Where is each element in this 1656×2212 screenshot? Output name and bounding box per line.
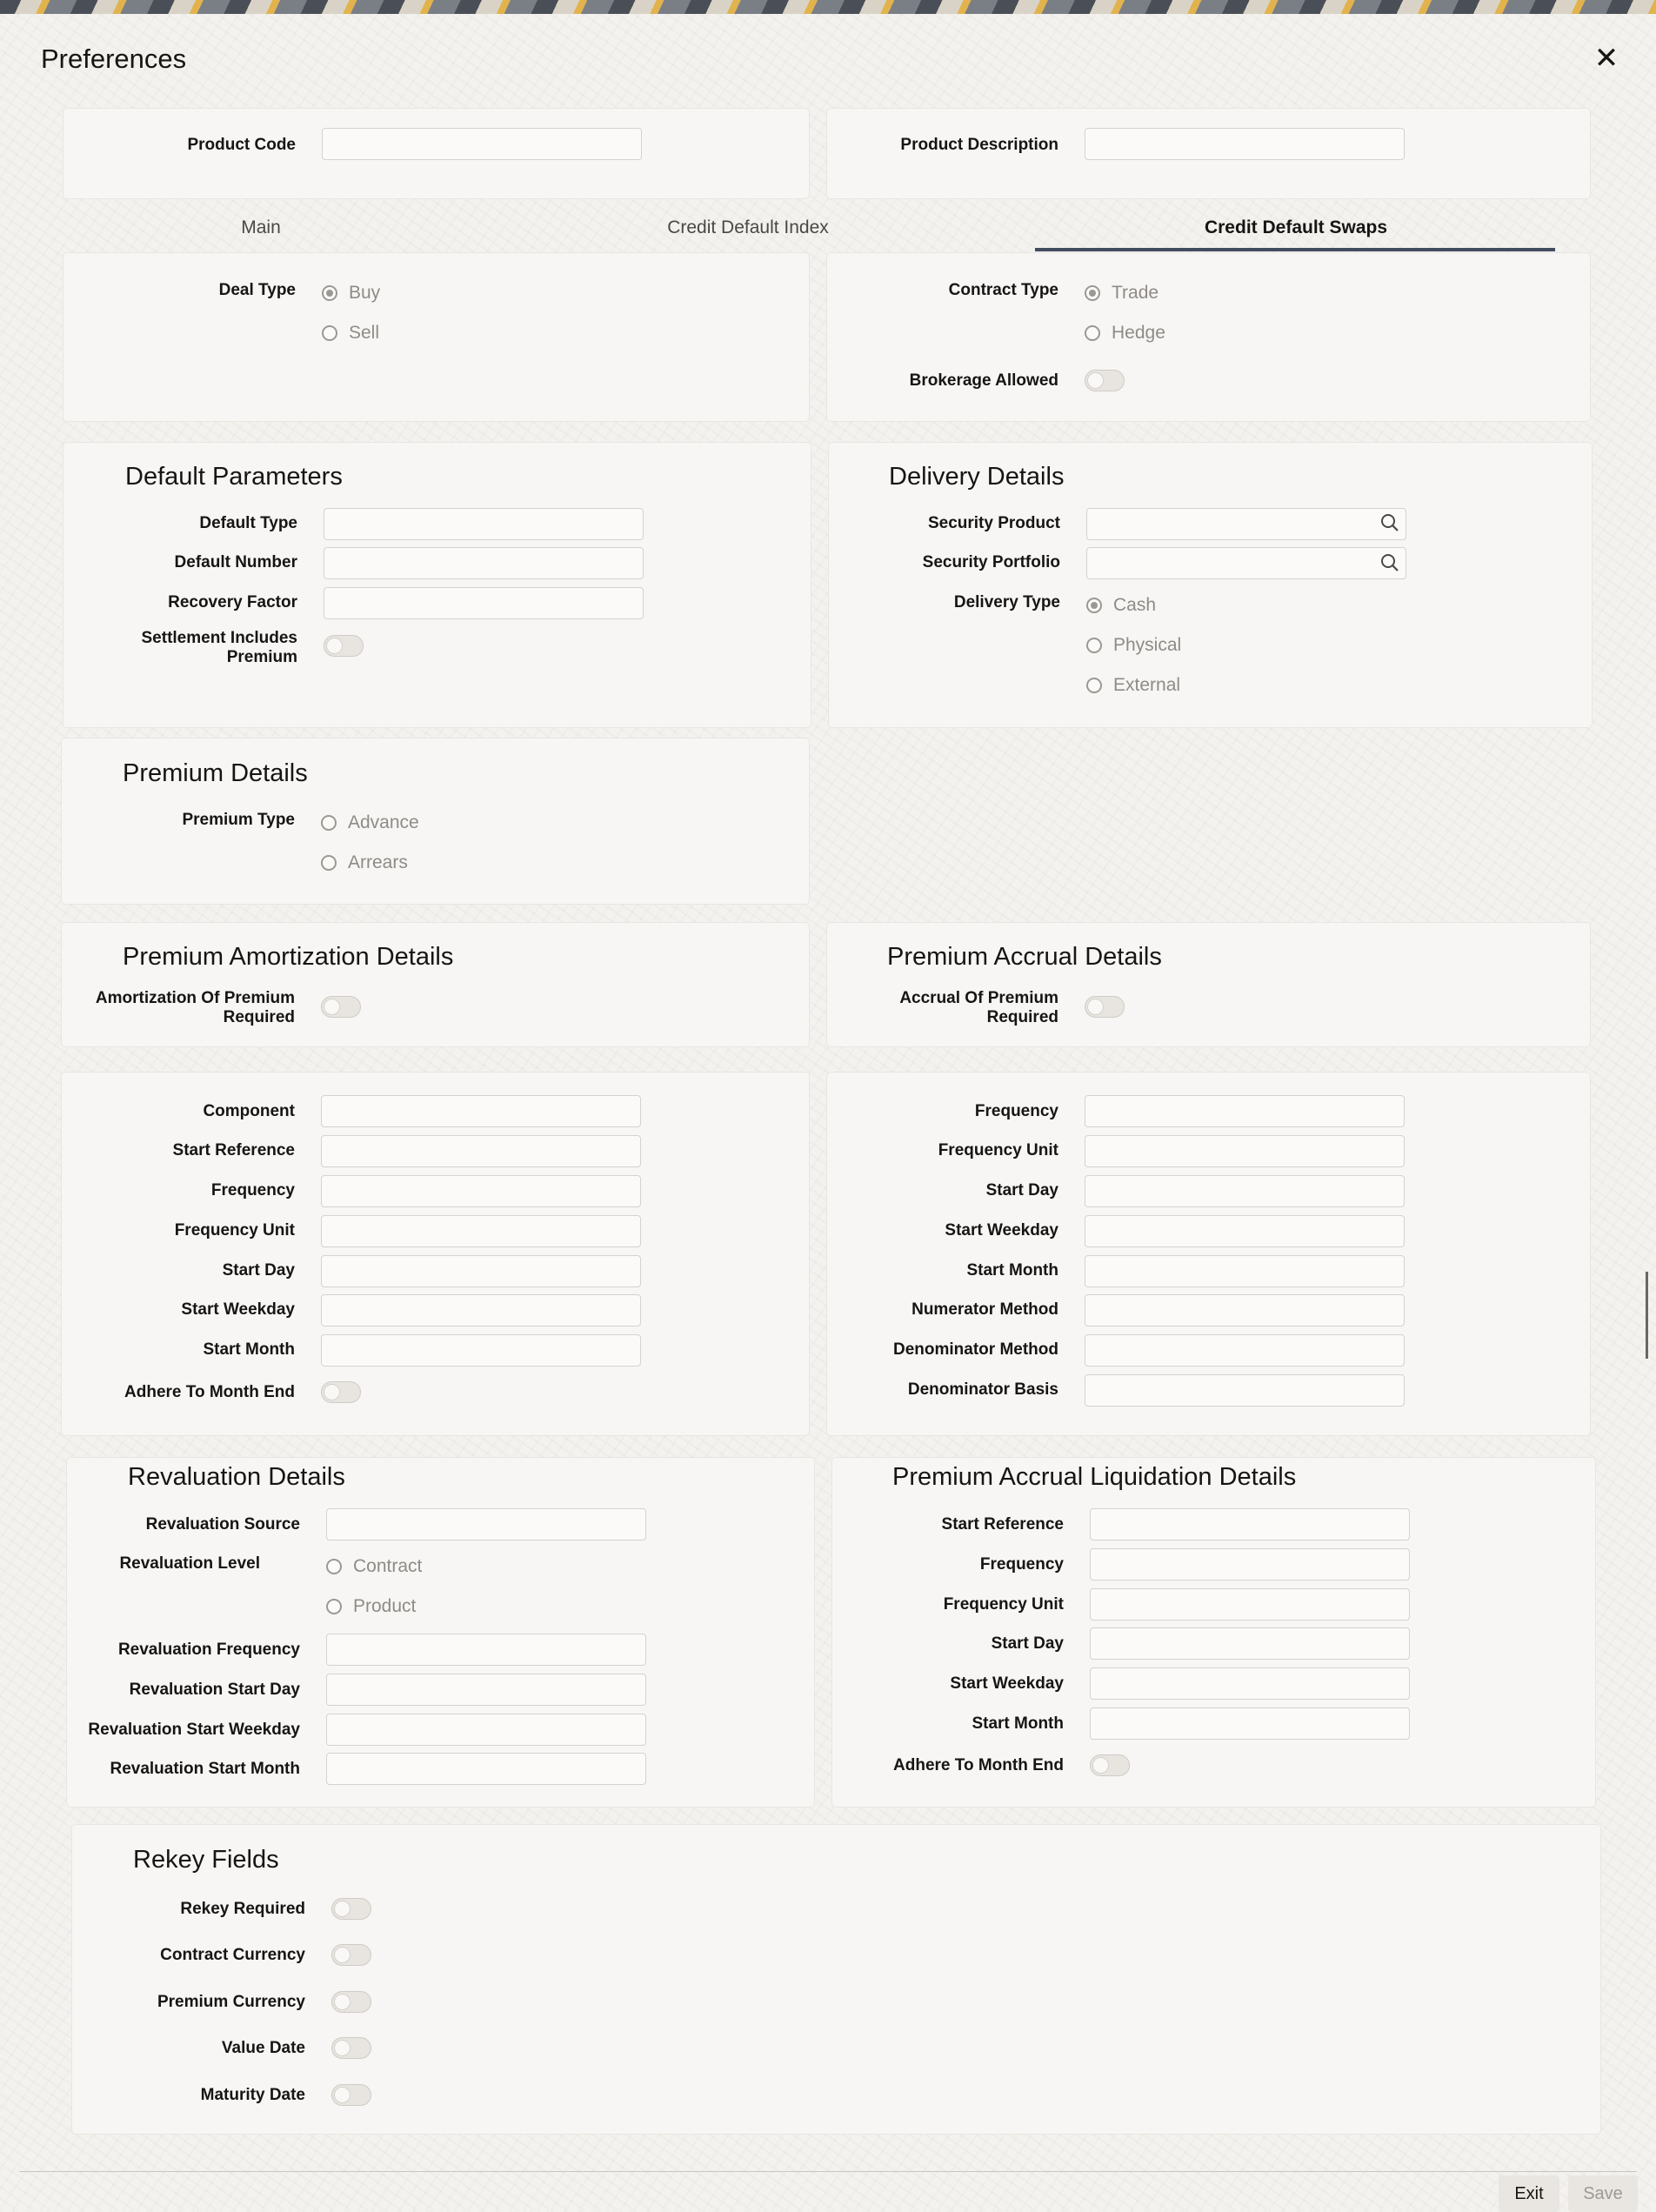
premium-amortization-title: Premium Amortization Details	[123, 943, 454, 971]
premium-accrual-title: Premium Accrual Details	[887, 943, 1162, 971]
liquidation-start-month-input[interactable]	[1090, 1707, 1410, 1740]
amortization-start-weekday-label: Start Weekday	[181, 1300, 295, 1319]
recovery-factor-label: Recovery Factor	[168, 593, 297, 611]
revaluation-start-month-input[interactable]	[326, 1753, 646, 1785]
recovery-factor-input[interactable]	[324, 587, 644, 619]
save-button[interactable]: Save	[1568, 2175, 1638, 2212]
accrual-frequency-unit-input[interactable]	[1085, 1135, 1405, 1167]
liquidation-start-reference-label: Start Reference	[941, 1515, 1064, 1534]
revaluation-start-weekday-input[interactable]	[326, 1714, 646, 1746]
revaluation-frequency-input[interactable]	[326, 1634, 646, 1666]
exit-button[interactable]: Exit	[1499, 2175, 1559, 2212]
value-date-label: Value Date	[221, 2039, 305, 2057]
premium-type-label: Premium Type	[182, 811, 295, 829]
liquidation-adhere-month-end-label: Adhere To Month End	[893, 1756, 1064, 1774]
premium-currency-toggle[interactable]	[331, 1991, 371, 2013]
product-description-label: Product Description	[900, 136, 1058, 154]
footer-divider	[19, 2171, 1637, 2172]
delivery-type-external-radio[interactable]: External	[1086, 674, 1180, 697]
security-portfolio-input[interactable]	[1086, 547, 1406, 579]
amortization-adhere-month-end-toggle[interactable]	[321, 1381, 361, 1403]
amortization-start-day-input[interactable]	[321, 1255, 641, 1287]
revaluation-start-day-label: Revaluation Start Day	[129, 1681, 300, 1699]
deal-type-label: Deal Type	[218, 281, 296, 299]
deal-type-buy-radio[interactable]: Buy	[322, 282, 380, 304]
amortization-frequency-unit-input[interactable]	[321, 1215, 641, 1247]
premium-currency-label: Premium Currency	[157, 1993, 305, 2011]
tab-credit-default-swaps[interactable]: Credit Default Swaps	[1204, 217, 1388, 237]
contract-type-label: Contract Type	[948, 281, 1058, 299]
denominator-method-input[interactable]	[1085, 1334, 1405, 1367]
accrual-frequency-label: Frequency	[974, 1102, 1058, 1120]
revaluation-start-day-input[interactable]	[326, 1674, 646, 1706]
accrual-frequency-unit-label: Frequency Unit	[938, 1141, 1058, 1159]
product-code-label: Product Code	[187, 136, 296, 154]
window-header-banner	[0, 0, 1656, 14]
accrual-start-day-label: Start Day	[985, 1181, 1058, 1200]
close-icon[interactable]: ✕	[1593, 42, 1619, 75]
accrual-start-month-input[interactable]	[1085, 1255, 1405, 1287]
brokerage-allowed-toggle[interactable]	[1085, 370, 1125, 391]
amortization-required-label: Amortization Of Premium Required	[95, 989, 295, 1026]
amortization-start-month-label: Start Month	[203, 1340, 295, 1359]
accrual-liquidation-title: Premium Accrual Liquidation Details	[892, 1463, 1297, 1491]
liquidation-start-weekday-input[interactable]	[1090, 1667, 1410, 1700]
premium-details-title: Premium Details	[123, 759, 308, 787]
contract-type-panel	[826, 252, 1591, 422]
liquidation-start-weekday-label: Start Weekday	[950, 1674, 1064, 1693]
liquidation-frequency-input[interactable]	[1090, 1548, 1410, 1580]
search-icon[interactable]	[1380, 513, 1399, 532]
maturity-date-toggle[interactable]	[331, 2084, 371, 2106]
accrual-frequency-input[interactable]	[1085, 1095, 1405, 1127]
contract-type-trade-radio[interactable]: Trade	[1085, 282, 1159, 304]
revaluation-details-title: Revaluation Details	[128, 1463, 345, 1491]
amortization-frequency-input[interactable]	[321, 1175, 641, 1207]
denominator-basis-label: Denominator Basis	[907, 1380, 1058, 1399]
settlement-includes-premium-toggle[interactable]	[324, 635, 364, 657]
revaluation-source-input[interactable]	[326, 1508, 646, 1540]
security-product-label: Security Product	[927, 514, 1060, 532]
default-number-input[interactable]	[324, 547, 644, 579]
contract-currency-label: Contract Currency	[160, 1946, 305, 1964]
revaluation-level-label: Revaluation Level	[119, 1554, 260, 1573]
premium-type-advance-radio[interactable]: Advance	[321, 812, 419, 834]
premium-accrual-panel	[826, 922, 1591, 1047]
accrual-start-weekday-input[interactable]	[1085, 1215, 1405, 1247]
accrual-required-toggle[interactable]	[1085, 996, 1125, 1018]
delivery-type-physical-radio[interactable]: Physical	[1086, 634, 1181, 657]
liquidation-start-month-label: Start Month	[972, 1714, 1064, 1733]
denominator-method-label: Denominator Method	[893, 1340, 1058, 1359]
amortization-start-weekday-input[interactable]	[321, 1294, 641, 1327]
value-date-toggle[interactable]	[331, 2037, 371, 2059]
accrual-required-label: Accrual Of Premium Required	[899, 989, 1058, 1026]
liquidation-frequency-label: Frequency	[979, 1555, 1064, 1574]
liquidation-frequency-unit-label: Frequency Unit	[943, 1595, 1064, 1614]
default-type-label: Default Type	[199, 514, 297, 532]
default-parameters-title: Default Parameters	[125, 463, 343, 491]
revaluation-start-month-label: Revaluation Start Month	[110, 1760, 300, 1778]
revaluation-level-contract-radio[interactable]: Contract	[326, 1555, 422, 1578]
amortization-start-reference-input[interactable]	[321, 1135, 641, 1167]
liquidation-frequency-unit-input[interactable]	[1090, 1588, 1410, 1621]
product-code-input[interactable]	[322, 128, 642, 160]
liquidation-start-day-input[interactable]	[1090, 1627, 1410, 1660]
delivery-type-cash-radio[interactable]: Cash	[1086, 594, 1156, 617]
accrual-start-day-input[interactable]	[1085, 1175, 1405, 1207]
contract-type-hedge-radio[interactable]: Hedge	[1085, 322, 1165, 344]
amortization-required-toggle[interactable]	[321, 996, 361, 1018]
delivery-type-label: Delivery Type	[953, 593, 1060, 611]
premium-amortization-panel	[61, 922, 810, 1047]
settlement-includes-premium-label: Settlement Includes Premium	[141, 629, 297, 666]
amortization-frequency-unit-label: Frequency Unit	[174, 1221, 295, 1240]
component-input[interactable]	[321, 1095, 641, 1127]
amortization-start-reference-label: Start Reference	[172, 1141, 295, 1159]
accrual-start-month-label: Start Month	[966, 1261, 1058, 1280]
rekey-required-toggle[interactable]	[331, 1898, 371, 1920]
liquidation-adhere-month-end-toggle[interactable]	[1090, 1754, 1130, 1776]
deal-type-sell-radio[interactable]: Sell	[322, 322, 379, 344]
amortization-start-month-input[interactable]	[321, 1334, 641, 1367]
amortization-adhere-month-end-label: Adhere To Month End	[124, 1383, 295, 1401]
amortization-frequency-label: Frequency	[210, 1181, 295, 1200]
security-portfolio-label: Security Portfolio	[922, 553, 1060, 571]
security-product-input[interactable]	[1086, 508, 1406, 540]
deal-type-panel	[63, 252, 810, 422]
rekey-fields-title: Rekey Fields	[133, 1846, 279, 1874]
numerator-method-input[interactable]	[1085, 1294, 1405, 1327]
tab-main[interactable]: Main	[241, 217, 281, 237]
product-description-input[interactable]	[1085, 128, 1405, 160]
revaluation-level-product-radio[interactable]: Product	[326, 1595, 416, 1618]
revaluation-frequency-label: Revaluation Frequency	[117, 1641, 300, 1659]
liquidation-start-day-label: Start Day	[991, 1634, 1064, 1653]
contract-currency-toggle[interactable]	[331, 1944, 371, 1966]
accrual-start-weekday-label: Start Weekday	[945, 1221, 1058, 1240]
numerator-method-label: Numerator Method	[911, 1300, 1058, 1319]
revaluation-source-label: Revaluation Source	[145, 1515, 300, 1534]
component-label: Component	[203, 1102, 295, 1120]
default-type-input[interactable]	[324, 508, 644, 540]
search-icon[interactable]	[1380, 553, 1399, 572]
active-tab-indicator	[1035, 248, 1555, 251]
premium-type-arrears-radio[interactable]: Arrears	[321, 852, 408, 874]
revaluation-start-weekday-label: Revaluation Start Weekday	[88, 1721, 300, 1739]
denominator-basis-input[interactable]	[1085, 1374, 1405, 1407]
rekey-required-label: Rekey Required	[180, 1900, 305, 1918]
liquidation-start-reference-input[interactable]	[1090, 1508, 1410, 1540]
scrollbar-thumb[interactable]	[1646, 1272, 1648, 1359]
tab-credit-default-index[interactable]: Credit Default Index	[667, 217, 829, 237]
delivery-details-title: Delivery Details	[889, 463, 1065, 491]
default-number-label: Default Number	[174, 553, 297, 571]
window-title: Preferences	[41, 43, 187, 74]
maturity-date-label: Maturity Date	[200, 2086, 305, 2104]
amortization-start-day-label: Start Day	[222, 1261, 295, 1280]
brokerage-allowed-label: Brokerage Allowed	[909, 371, 1058, 390]
